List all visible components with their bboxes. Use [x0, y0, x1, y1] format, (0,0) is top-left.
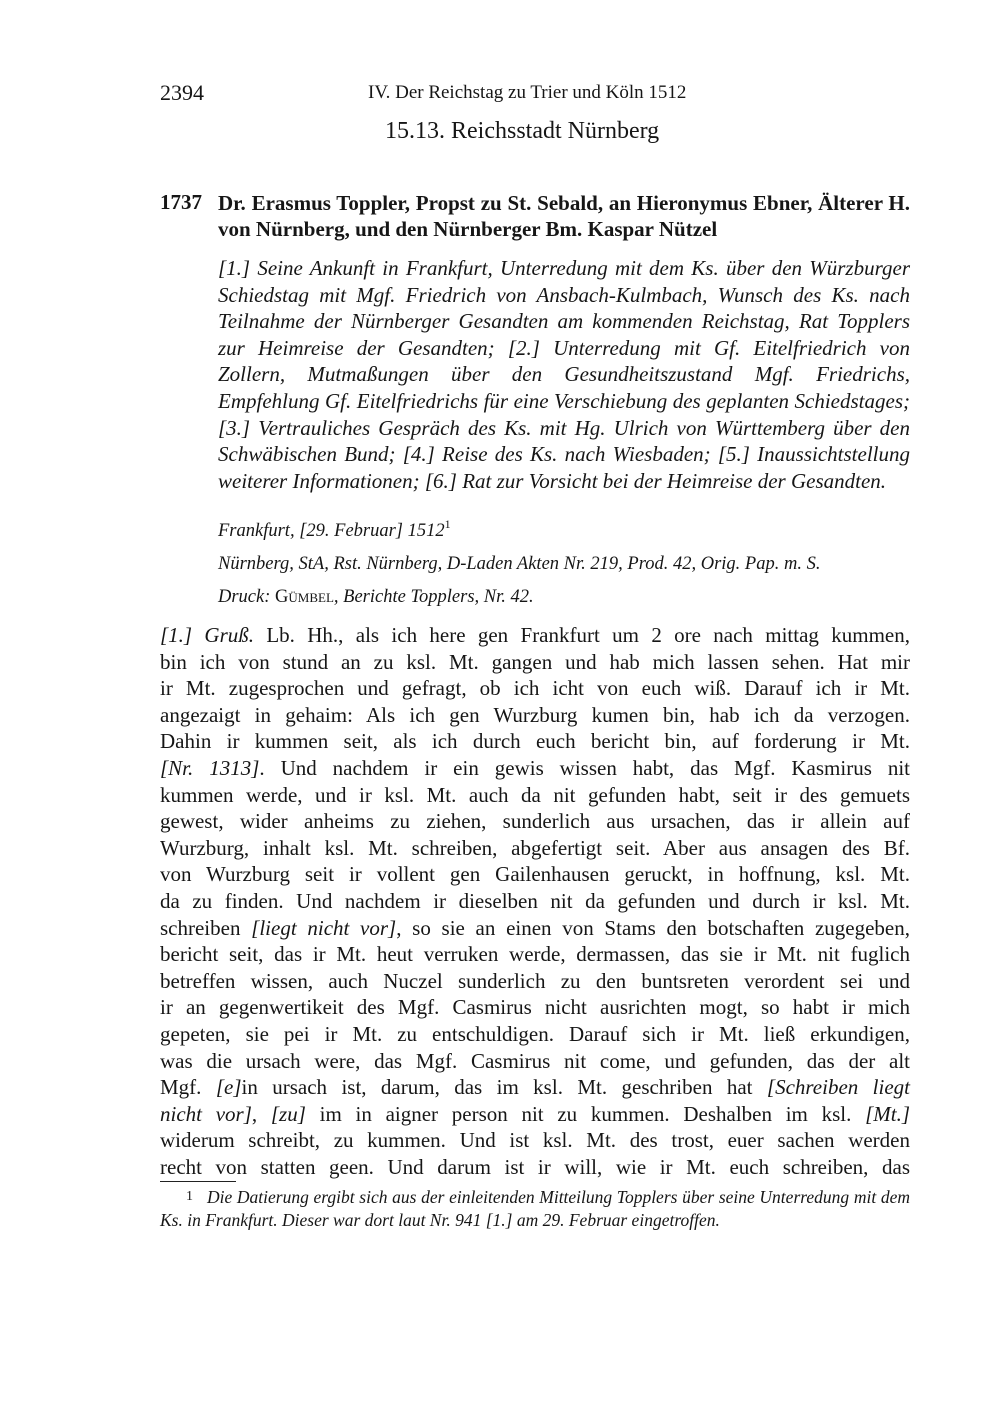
print-ref: , Berichte Topplers, Nr. 42.: [333, 587, 534, 607]
print-reference: [218, 587, 534, 608]
body-line: gepeten, sie pei ir Mt. zu entschuldigen. Darauf sich ir Mt. ließ erkundigen,: [160, 1021, 910, 1046]
body-line: schreiben [liegt nicht vor], so sie an einen von Stams den botschaften zugegeben,: [160, 915, 911, 940]
body-line: was die ursach were, das Mgf. Casmirus nit come, und gefunden, das der alt: [160, 1048, 910, 1073]
body-line: gewest, wider anheims zu ziehen, sunderlich aus ursachen, das ir allein auf: [160, 809, 910, 834]
print-author: Gümbel: [275, 587, 334, 607]
regest-summary: [1.] Seine Ankunft in Frankfurt, Unterredung mit dem Ks. über den Würzburger Schiedstag mit Mgf. Friedrich von Ansbach-Kulmbach, Wunsch des Ks. nach Teilnahme der Nürnberger Gesandten am kommenden Reichstag, Rat Topplers zur Heimreise der Gesandten; [2.] Unterredung mit Gf. Eitelfriedrich von Zollern, Mutmaßungen über den Gesundheitszustand Mgf. Friedrichs, Empfehlung Gf. Eitelfriedrichs für eine Verschiebung des geplanten Schiedstages; [3.] Vertrauliches Gespräch des Ks. mit Hg. Ulrich von Württemberg über den Schwäbischen Bund; [4.] Reise des Ks. nach Wiesbaden; [5.] Inaussichtstellung weiterer Informationen; [6.] Rat zur Vorsicht bei der Heimreise der Gesandten.: [218, 256, 910, 493]
body-line: Wurzburg, inhalt ksl. Mt. schreiben, abgefertigt seit. Aber aus ansagen des Bf.: [160, 835, 910, 860]
body-line: ir Mt. zugesprochen und gefragt, ob ich icht von euch wiß. Darauf ich ir Mt.: [160, 676, 910, 701]
body-line: recht von statten geen. Und darum ist ir will, wie ir Mt. euch schreiben, das: [160, 1154, 910, 1179]
running-head: IV. Der Reichstag zu Trier und Köln 1512: [368, 82, 687, 103]
body-line: betreffen wissen, auch Nuczel sunderlich zu den buntsreten verordent sei und: [160, 968, 910, 993]
section-title: 15.13. Reichsstadt Nürnberg: [385, 118, 660, 144]
body-line: bin ich von stund an zu ksl. Mt. gangen und hab mich lassen sehen. Hat mir: [160, 649, 910, 674]
page-number: 2394: [160, 80, 204, 105]
body-line: von Wurzburg seit ir vollent gen Gailenhausen geruckt, in hoffnung, ksl. Mt.: [160, 862, 910, 887]
print-label: Druck:: [218, 587, 271, 607]
footnote-mark: 1: [186, 1189, 193, 1204]
place-date-text: Frankfurt, [29. Februar] 1512: [218, 521, 445, 541]
body-line: Dahin ir kummen seit, als ich durch euch bericht bin, auf forderung ir Mt.: [160, 729, 910, 754]
body-line: [Nr. 1313]. Und nachdem ir ein gewis wissen habt, das Mgf. Kasmirus nit: [160, 755, 910, 780]
body-line: widerum schreibt, zu kummen. Und ist ksl. Mt. des trost, euer sachen werden: [160, 1128, 910, 1153]
body-line: ir an gegenwertikeit des Mgf. Casmirus nicht ausrichten mogt, so habt ir mich: [160, 995, 910, 1020]
document-title: Dr. Erasmus Toppler, Propst zu St. Sebald, an Hieronymus Ebner, Älterer H. von Nürnberg, und den Nürnberger Bm. Kaspar Nützel: [218, 191, 910, 241]
body-line: kummen werde, und ir ksl. Mt. auch da nit gefunden habt, seit ir des gemuets: [160, 782, 910, 807]
footnote-rule: [160, 1181, 236, 1182]
body-line: nicht vor], [zu] im in aigner person nit zu kummen. Deshalben im ksl. [Mt.]: [160, 1101, 911, 1126]
archive-reference: Nürnberg, StA, Rst. Nürnberg, D-Laden Akten Nr. 219, Prod. 42, Orig. Pap. m. S.: [218, 554, 821, 574]
body-line: [1.] Gruß. Lb. Hh., als ich here gen Frankfurt um 2 ore nach mittag kummen,: [160, 623, 910, 647]
footnote-text: Die Datierung ergibt sich aus der einleitenden Mitteilung Topplers über seine Unterredung mit dem Ks. in Frankfurt. Dieser war dort laut Nr. 941 [1.] am 29. Februar eingetroffen.: [160, 1187, 910, 1230]
footnote-ref: 1: [444, 517, 451, 531]
body-line: angezaigt in gehaim: Als ich gen Wurzburg kumen bin, hab ich da verzogen.: [160, 702, 910, 727]
letter-body: [160, 622, 910, 1180]
body-line: bericht seit, das ir Mt. heut verruken werde, dermassen, das sie ir Mt. nit fuglich: [160, 942, 910, 967]
footnote: [160, 1187, 910, 1231]
document-number: 1737: [160, 190, 202, 214]
body-line: da zu finden. Und nachdem ir dieselben nit da gefunden und durch ir ksl. Mt.: [160, 888, 910, 913]
body-line: Mgf. [e]in ursach ist, darum, das im ksl. Mt. geschriben hat [Schreiben liegt: [160, 1075, 911, 1100]
place-date: [218, 517, 451, 542]
